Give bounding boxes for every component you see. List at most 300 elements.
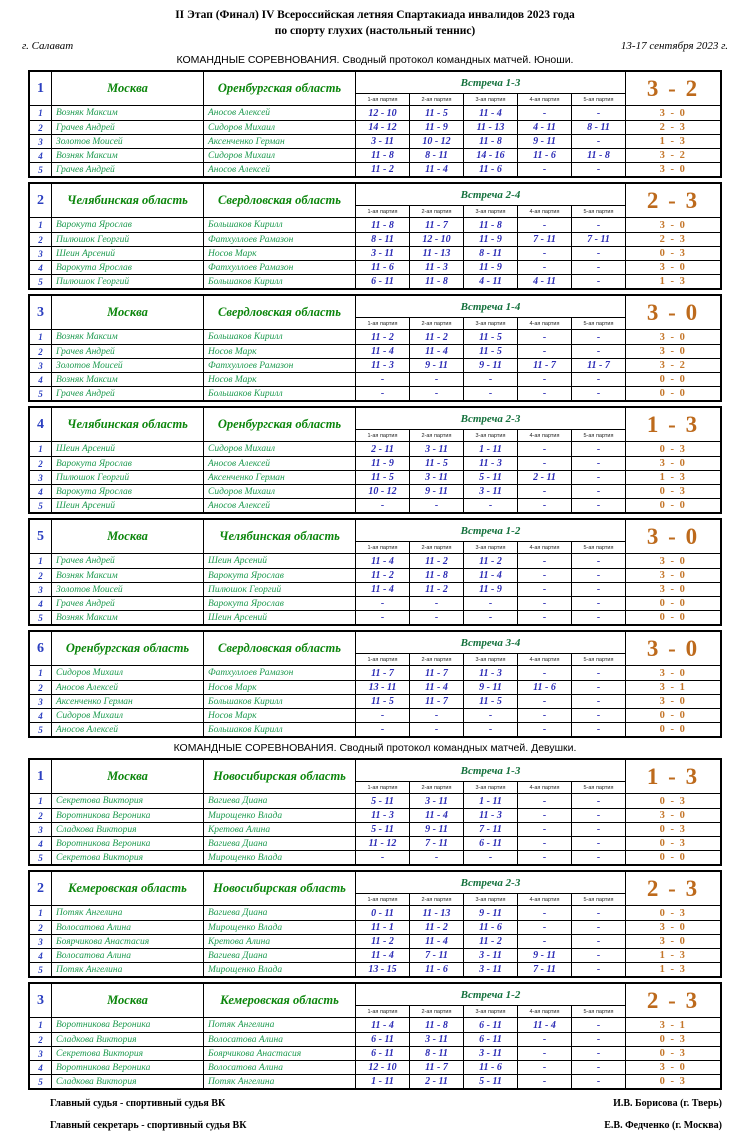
game-score: - — [572, 949, 626, 962]
game-score: - — [572, 583, 626, 596]
game-score: 6 - 11 — [356, 1033, 410, 1046]
game-headers-row — [356, 894, 625, 905]
game-column-header: 1-ая партия — [356, 782, 410, 793]
game-score: - — [464, 597, 518, 610]
game-score: 11 - 2 — [410, 921, 464, 934]
match-row — [30, 722, 720, 736]
game-score: - — [518, 597, 572, 610]
player1-name: Воротникова Вероника — [52, 1018, 204, 1032]
match-table — [28, 630, 722, 738]
game-score: 2 - 11 — [410, 1075, 464, 1088]
match-table-header — [30, 520, 720, 554]
match-row — [30, 274, 720, 288]
row-number: 4 — [30, 597, 52, 610]
game-score: 6 - 11 — [464, 1018, 518, 1032]
match-table-header — [30, 72, 720, 106]
match-row — [30, 596, 720, 610]
game-score: 5 - 11 — [356, 823, 410, 836]
row-number: 3 — [30, 695, 52, 708]
match-row — [30, 934, 720, 948]
game-column-header: 5-ая партия — [583, 208, 614, 215]
game-score: - — [572, 695, 626, 708]
game-score: 11 - 12 — [356, 837, 410, 850]
player2-name: Сидоров Михаил — [204, 442, 356, 456]
game-column-header: 1-ая партия — [356, 206, 410, 217]
game-score: 11 - 7 — [572, 359, 626, 372]
match-row — [30, 808, 720, 822]
meeting-block — [356, 632, 626, 665]
match-rows — [30, 218, 720, 288]
meeting-label: Встреча 2-3 — [356, 408, 625, 430]
player2-name: Кретова Алина — [204, 935, 356, 948]
row-number: 1 — [30, 794, 52, 808]
game-score: - — [572, 457, 626, 470]
player2-name: Сидоров Михаил — [204, 485, 356, 498]
player2-name: Кретова Алина — [204, 823, 356, 836]
meeting-block — [356, 872, 626, 905]
game-score: 11 - 4 — [356, 1018, 410, 1032]
game-score: - — [410, 611, 464, 624]
game-score: - — [356, 851, 410, 864]
game-column-header: 1-ая партия — [356, 542, 410, 553]
game-score: 11 - 3 — [464, 809, 518, 822]
game-headers-row — [356, 94, 625, 105]
game-score: - — [572, 554, 626, 568]
player1-name: Возняк Максим — [52, 611, 204, 624]
player1-name: Секретова Виктория — [52, 851, 204, 864]
team1-name: Москва — [52, 72, 204, 105]
match-row — [30, 610, 720, 624]
player1-name: Возняк Максим — [52, 373, 204, 386]
game-score: 6 - 11 — [356, 275, 410, 288]
game-score: 11 - 5 — [464, 695, 518, 708]
game-score: 12 - 10 — [356, 1061, 410, 1074]
row-number: 1 — [30, 666, 52, 680]
page-title-line2: по спорту глухих (настольный теннис) — [274, 24, 476, 37]
player2-name: Варокута Ярослав — [204, 597, 356, 610]
game-score: 12 - 10 — [356, 106, 410, 120]
match-row — [30, 850, 720, 864]
match-row — [30, 148, 720, 162]
game-score: 0 - 11 — [356, 906, 410, 920]
row-number: 2 — [30, 233, 52, 246]
game-column-header: 2-ая партия — [410, 94, 464, 105]
player2-name: Шеин Арсений — [204, 554, 356, 568]
player1-name: Варокута Ярослав — [52, 261, 204, 274]
game-score: - — [518, 457, 572, 470]
game-column-header: 2-ая партия — [410, 654, 464, 665]
game-score: 9 - 11 — [464, 681, 518, 694]
game-score: 11 - 4 — [464, 106, 518, 120]
row-score: 1 - 3 — [659, 136, 687, 148]
game-score: - — [572, 809, 626, 822]
game-score: 11 - 3 — [464, 666, 518, 680]
row-number: 3 — [30, 823, 52, 836]
row-score: 3 - 2 — [659, 150, 687, 162]
match-row — [30, 962, 720, 976]
game-score: 11 - 8 — [464, 135, 518, 148]
game-column-header: 4-ая партия — [518, 782, 572, 793]
row-score: 0 - 3 — [659, 1048, 687, 1060]
game-score: - — [572, 261, 626, 274]
game-score: 8 - 11 — [356, 233, 410, 246]
match-row — [30, 1060, 720, 1074]
match-table-header — [30, 872, 720, 906]
row-number: 3 — [30, 359, 52, 372]
match-row — [30, 470, 720, 484]
player2-name: Пилюшок Георгий — [204, 583, 356, 596]
judge-name: И.В. Борисова (г. Тверь) — [613, 1098, 722, 1110]
match-row — [30, 1046, 720, 1060]
game-column-header: 5-ая партия — [583, 784, 614, 791]
game-score: - — [518, 611, 572, 624]
game-score: 7 - 11 — [410, 837, 464, 850]
match-row — [30, 1032, 720, 1046]
player1-name: Шеин Арсений — [52, 442, 204, 456]
row-score: 3 - 0 — [659, 219, 687, 231]
game-column-header: 3-ая партия — [464, 318, 518, 329]
game-score: 13 - 15 — [356, 963, 410, 976]
row-number: 1 — [30, 442, 52, 456]
match-row — [30, 694, 720, 708]
player1-name: Волосатова Алина — [52, 949, 204, 962]
row-number: 2 — [30, 457, 52, 470]
player2-name: Большаков Кирилл — [204, 218, 356, 232]
game-score: - — [572, 275, 626, 288]
match-row — [30, 836, 720, 850]
team1-name: Москва — [52, 296, 204, 329]
game-score: - — [410, 387, 464, 400]
game-score: - — [572, 485, 626, 498]
game-column-header: 3-ая партия — [464, 782, 518, 793]
game-score: - — [572, 345, 626, 358]
game-headers-row — [356, 542, 625, 553]
game-score: 11 - 8 — [572, 149, 626, 162]
page-title — [0, 0, 750, 39]
meeting-label: Встреча 1-3 — [356, 72, 625, 94]
game-score: 11 - 4 — [356, 949, 410, 962]
game-score: 11 - 8 — [410, 275, 464, 288]
player1-name: Возняк Максим — [52, 149, 204, 162]
game-score: - — [518, 1075, 572, 1088]
row-number: 5 — [30, 963, 52, 976]
game-score: - — [572, 218, 626, 232]
row-number: 2 — [30, 121, 52, 134]
game-headers-row — [356, 206, 625, 217]
game-score: 1 - 11 — [356, 1075, 410, 1088]
team1-name: Челябинская область — [52, 408, 204, 441]
game-score: 9 - 11 — [464, 906, 518, 920]
game-column-header: 3-ая партия — [464, 1006, 518, 1017]
match-table — [28, 518, 722, 626]
game-score: - — [356, 373, 410, 386]
game-score: 11 - 2 — [356, 163, 410, 176]
game-score: 5 - 11 — [464, 1075, 518, 1088]
row-score: 3 - 2 — [659, 360, 687, 372]
row-score: 1 - 3 — [659, 964, 687, 976]
meeting-label: Встреча 2-4 — [356, 184, 625, 206]
game-score: 11 - 6 — [464, 163, 518, 176]
game-column-header: 5-ая партия — [583, 96, 614, 103]
game-score: 11 - 9 — [410, 121, 464, 134]
row-score: 0 - 3 — [659, 795, 687, 807]
game-score: - — [572, 387, 626, 400]
game-score: - — [518, 921, 572, 934]
game-score: - — [572, 135, 626, 148]
game-headers-row — [356, 654, 625, 665]
row-score: 3 - 0 — [659, 346, 687, 358]
meeting-label: Встреча 3-4 — [356, 632, 625, 654]
game-score: 11 - 8 — [464, 218, 518, 232]
game-column-header: 3-ая партия — [464, 430, 518, 441]
game-score: - — [464, 723, 518, 736]
player1-name: Секретова Виктория — [52, 794, 204, 808]
game-column-header: 3-ая партия — [464, 94, 518, 105]
game-score: 11 - 9 — [356, 457, 410, 470]
match-row — [30, 358, 720, 372]
game-score: 3 - 11 — [356, 247, 410, 260]
match-row — [30, 120, 720, 134]
meeting-label: Встреча 1-3 — [356, 760, 625, 782]
game-score: 12 - 10 — [410, 233, 464, 246]
player2-name: Волосатова Алина — [204, 1033, 356, 1046]
team2-name: Свердловская область — [204, 296, 356, 329]
game-score: - — [356, 723, 410, 736]
match-row — [30, 906, 720, 920]
match-rows — [30, 666, 720, 736]
row-number: 2 — [30, 681, 52, 694]
row-score: 3 - 0 — [659, 696, 687, 708]
table-number: 3 — [30, 984, 52, 1017]
game-score: - — [518, 218, 572, 232]
game-column-header: 2-ая партия — [410, 542, 464, 553]
game-score: - — [572, 851, 626, 864]
section-title: КОМАНДНЫЕ СОРЕВНОВАНИЯ. Сводный протокол командных матчей. Девушки. — [173, 742, 577, 755]
game-score: 11 - 7 — [356, 666, 410, 680]
game-column-header: 2-ая партия — [410, 430, 464, 441]
player1-name: Грачев Андрей — [52, 387, 204, 400]
game-score: 11 - 7 — [410, 695, 464, 708]
game-column-header: 2-ая партия — [410, 206, 464, 217]
game-score: 5 - 11 — [464, 471, 518, 484]
row-number: 2 — [30, 1033, 52, 1046]
game-score: - — [410, 723, 464, 736]
match-total-score: 3 - 0 — [646, 635, 700, 661]
player2-name: Варокута Ярослав — [204, 569, 356, 582]
match-row — [30, 106, 720, 120]
row-score: 3 - 0 — [659, 570, 687, 582]
row-number: 1 — [30, 218, 52, 232]
player2-name: Аносов Алексей — [204, 499, 356, 512]
row-number: 1 — [30, 1018, 52, 1032]
row-number: 4 — [30, 1061, 52, 1074]
player1-name: Аносов Алексей — [52, 723, 204, 736]
match-row — [30, 568, 720, 582]
match-row — [30, 920, 720, 934]
row-score: 3 - 0 — [659, 922, 687, 934]
secretary-label: Главный секретарь - спортивный судья ВК — [50, 1120, 247, 1131]
game-column-header: 1-ая партия — [356, 430, 410, 441]
game-score: - — [572, 330, 626, 344]
row-number: 5 — [30, 851, 52, 864]
team2-name: Новосибирская область — [204, 872, 356, 905]
team1-name: Оренбургская область — [52, 632, 204, 665]
row-number: 5 — [30, 1075, 52, 1088]
game-score: - — [356, 499, 410, 512]
game-score: 10 - 12 — [356, 485, 410, 498]
player2-name: Большаков Кирилл — [204, 330, 356, 344]
game-column-header: 3-ая партия — [464, 542, 518, 553]
game-score: - — [518, 1033, 572, 1046]
match-row — [30, 498, 720, 512]
table-number: 1 — [30, 760, 52, 793]
row-score: 1 - 3 — [659, 950, 687, 962]
match-row — [30, 680, 720, 694]
meeting-label: Встреча 1-2 — [356, 520, 625, 542]
game-score: - — [572, 611, 626, 624]
match-row — [30, 708, 720, 722]
player1-name: Шеин Арсений — [52, 499, 204, 512]
row-score: 3 - 0 — [659, 810, 687, 822]
row-score: 0 - 3 — [659, 1076, 687, 1088]
game-column-header: 1-ая партия — [356, 654, 410, 665]
row-number: 2 — [30, 809, 52, 822]
player1-name: Аксенченко Герман — [52, 695, 204, 708]
game-score: 11 - 4 — [410, 809, 464, 822]
game-score: 11 - 7 — [518, 359, 572, 372]
game-score: 11 - 7 — [410, 1061, 464, 1074]
game-score: - — [518, 485, 572, 498]
row-number: 5 — [30, 611, 52, 624]
game-headers-row — [356, 782, 625, 793]
game-score: 6 - 11 — [464, 1033, 518, 1046]
team1-name: Москва — [52, 760, 204, 793]
match-total-score: 1 - 3 — [646, 411, 700, 437]
game-score: 8 - 11 — [410, 149, 464, 162]
team2-name: Кемеровская область — [204, 984, 356, 1017]
game-score: - — [518, 723, 572, 736]
game-score: 11 - 6 — [410, 963, 464, 976]
game-score: 7 - 11 — [518, 233, 572, 246]
game-score: 3 - 11 — [410, 794, 464, 808]
game-score: - — [518, 247, 572, 260]
game-score: 11 - 5 — [356, 695, 410, 708]
match-row — [30, 484, 720, 498]
game-score: 4 - 11 — [518, 275, 572, 288]
game-score: 13 - 11 — [356, 681, 410, 694]
row-score: 0 - 0 — [659, 852, 687, 864]
game-score: 10 - 12 — [410, 135, 464, 148]
player1-name: Варокута Ярослав — [52, 485, 204, 498]
meeting-label: Встреча 1-2 — [356, 984, 625, 1006]
meeting-block — [356, 984, 626, 1017]
player1-name: Возняк Максим — [52, 569, 204, 582]
section-tables — [0, 758, 750, 1090]
player1-name: Пилюшок Георгий — [52, 233, 204, 246]
page-title-line1: II Этап (Финал) IV Всероссийская летняя Спартакиада инвалидов 2023 года — [175, 9, 575, 21]
player1-name: Варокута Ярослав — [52, 218, 204, 232]
secretary-row — [0, 1120, 750, 1131]
match-row — [30, 218, 720, 232]
match-row — [30, 162, 720, 176]
game-score: 11 - 13 — [464, 121, 518, 134]
player1-name: Золотов Моисей — [52, 359, 204, 372]
game-score: - — [518, 1061, 572, 1074]
meta-line — [0, 39, 750, 52]
row-score: 0 - 3 — [659, 907, 687, 919]
meeting-block — [356, 408, 626, 441]
row-number: 4 — [30, 837, 52, 850]
player1-name: Сидоров Михаил — [52, 709, 204, 722]
row-number: 2 — [30, 569, 52, 582]
player1-name: Грачев Андрей — [52, 121, 204, 134]
game-score: 11 - 4 — [356, 345, 410, 358]
section-boys — [0, 54, 750, 738]
player1-name: Пилюшок Георгий — [52, 471, 204, 484]
row-score: 3 - 0 — [659, 262, 687, 274]
game-score: 3 - 11 — [464, 963, 518, 976]
game-score: - — [518, 851, 572, 864]
row-number: 3 — [30, 935, 52, 948]
location: г. Салават — [22, 40, 74, 53]
table-number: 6 — [30, 632, 52, 665]
game-score: - — [572, 1018, 626, 1032]
row-score: 0 - 0 — [659, 598, 687, 610]
player1-name: Воротникова Вероника — [52, 837, 204, 850]
game-score: - — [518, 569, 572, 582]
game-score: 11 - 5 — [464, 345, 518, 358]
game-score: 3 - 11 — [410, 442, 464, 456]
match-table — [28, 406, 722, 514]
row-score: 0 - 3 — [659, 443, 687, 455]
player1-name: Золотов Моисей — [52, 583, 204, 596]
row-number: 3 — [30, 135, 52, 148]
game-score: 3 - 11 — [410, 471, 464, 484]
row-number: 2 — [30, 345, 52, 358]
player2-name: Потяк Ангелина — [204, 1075, 356, 1088]
row-number: 4 — [30, 261, 52, 274]
player1-name: Грачев Андрей — [52, 345, 204, 358]
match-row — [30, 442, 720, 456]
row-score: 3 - 0 — [659, 584, 687, 596]
row-number: 2 — [30, 921, 52, 934]
game-score: 11 - 4 — [410, 681, 464, 694]
match-row — [30, 948, 720, 962]
match-table — [28, 870, 722, 978]
player2-name: Большаков Кирилл — [204, 275, 356, 288]
match-row — [30, 822, 720, 836]
table-number: 5 — [30, 520, 52, 553]
match-row — [30, 260, 720, 274]
row-score: 0 - 3 — [659, 1034, 687, 1046]
row-score: 0 - 0 — [659, 710, 687, 722]
match-table-header — [30, 632, 720, 666]
meeting-block — [356, 760, 626, 793]
player1-name: Воротникова Вероника — [52, 809, 204, 822]
game-score: 11 - 4 — [356, 583, 410, 596]
row-number: 1 — [30, 330, 52, 344]
game-score: - — [572, 837, 626, 850]
row-number: 1 — [30, 554, 52, 568]
game-score: 1 - 11 — [464, 442, 518, 456]
game-score: 14 - 16 — [464, 149, 518, 162]
game-score: - — [518, 809, 572, 822]
match-table-header — [30, 984, 720, 1018]
row-score: 3 - 0 — [659, 555, 687, 567]
player2-name: Вагиева Диана — [204, 794, 356, 808]
row-number: 5 — [30, 387, 52, 400]
row-number: 4 — [30, 485, 52, 498]
